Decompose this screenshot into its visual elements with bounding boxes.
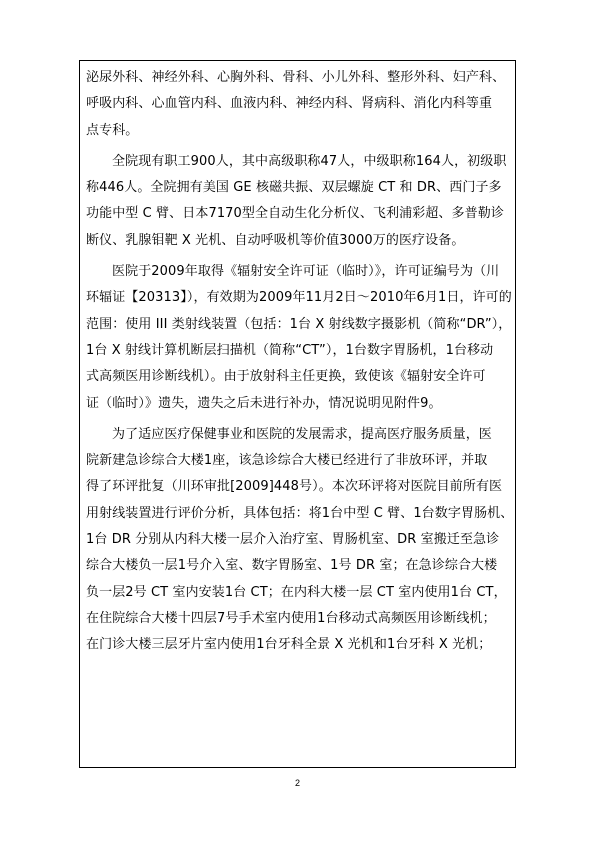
text-line: 院新建急诊综合大楼1座，该急诊综合大楼已经进行了非放环评，并取	[86, 453, 488, 469]
page-number: 2	[294, 778, 300, 788]
text-line: 在住院综合大楼十四层7号手术室内使用1台移动式高频医用诊断线机；	[86, 610, 496, 626]
text-line: 综合大楼负一层1号介入室、数字胃肠室、1号 DR 室；在急诊综合大楼	[86, 558, 498, 574]
text-line: 功能中型 C 臂、日本7170型全自动生化分析仪、飞利浦彩超、多普勒诊	[86, 206, 504, 222]
document-body	[86, 65, 514, 659]
paragraph-assessment-scope	[86, 422, 514, 659]
text-line: 用射线装置进行评价分析，具体包括：将1台中型 C 臂、1台数字胃肠机、	[86, 505, 514, 521]
text-line: 称446人。全院拥有美国 GE 核磁共振、双层螺旋 CT 和 DR、西门子多	[86, 180, 502, 196]
text-line: 环辐证【20313】），有效期为2009年11月2日～2010年6月1日，许可的	[86, 290, 512, 306]
text-line: 医院于2009年取得《辐射安全许可证（临时）》，许可证编号为（川	[112, 264, 500, 280]
text-line: 为了适应医疗保健事业和医院的发展需求，提高医疗服务质量，医	[112, 426, 492, 442]
text-line: 1台 DR 分别从内科大楼一层介入治疗室、胃肠机室、DR 室搬迁至急诊	[86, 532, 500, 548]
text-line: 点专科。	[86, 122, 139, 138]
text-line: 断仪、乳腺钼靶 X 光机、自动呼吸机等价值3000万的医疗设备。	[86, 232, 465, 248]
text-line: 得了环评批复（川环审批[2009]448号）。本次环评将对医院目前所有医	[86, 479, 503, 495]
text-line: 范围：使用 III 类射线装置（包括：1台 X 射线数字摄影机（简称“DR”），	[86, 316, 512, 332]
text-line: 1台 X 射线计算机断层扫描机（简称“CT”），1台数字胃肠机，1台移动	[86, 342, 494, 358]
paragraph-staff-equipment	[86, 149, 510, 254]
text-line: 全院现有职工900人，其中高级职称47人，中级职称164人，初级职	[112, 153, 507, 169]
paragraph-license	[86, 259, 510, 417]
text-line: 泌尿外科、神经外科、心胸外科、骨科、小儿外科、整形外科、妇产科、	[86, 70, 506, 85]
text-line: 呼吸内科、心血管内科、血液内科、神经内科、肾病科、消化内科等重	[86, 96, 493, 112]
paragraph-specialties	[86, 65, 510, 144]
text-line: 负一层2号 CT 室内安装1台 CT；在内科大楼一层 CT 室内使用1台 CT，	[86, 584, 507, 600]
text-line: 证（临时）》遗失，遗失之后未进行补办，情况说明见附件9。	[86, 395, 442, 411]
text-line: 在门诊大楼三层牙片室内使用1台牙科全景 X 光机和1台牙科 X 光机；	[86, 637, 492, 653]
text-line: 式高频医用诊断线机）。由于放射科主任更换，致使该《辐射安全许可	[86, 369, 486, 385]
